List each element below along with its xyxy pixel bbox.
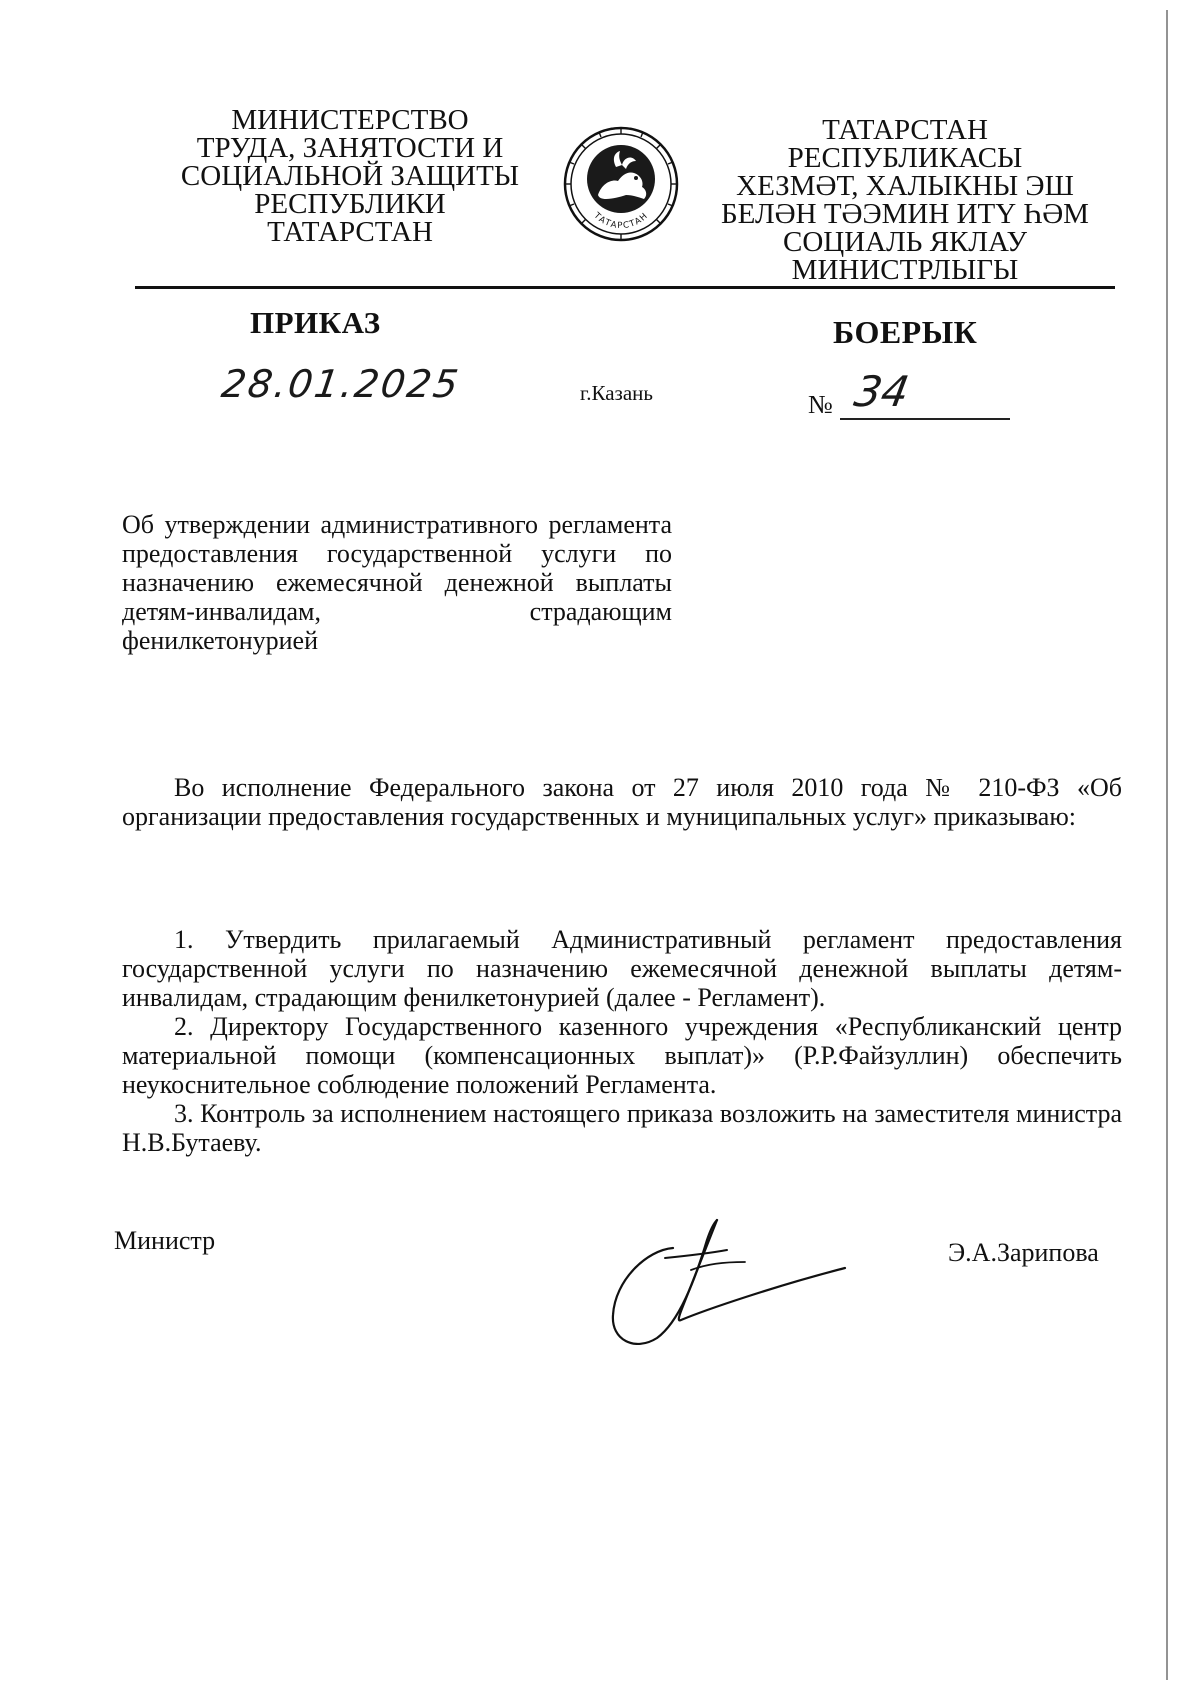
- document-date: 28.01.2025: [218, 362, 463, 406]
- header-ru-line: ТАТАРСТАН: [267, 216, 433, 248]
- order-point: 2. Директору Государственного казенного учреждения «Республиканский центр материальной помощи (компенсационных выплат)» (Р.Р.Файзуллин) обеспечить неукоснительное соблюдение положений Регламента.: [122, 1012, 1122, 1099]
- header-ru-line: СОЦИАЛЬНОЙ ЗАЩИТЫ: [180, 160, 520, 192]
- header-tt-line: ТАТАРСТАН РЕСПУБЛИКАСЫ: [787, 114, 1023, 174]
- preamble-text: Во исполнение Федерального закона от 27 июля 2010 года № 210-ФЗ «Об организации предоставления государственных и муниципальных услуг» приказываю:: [122, 773, 1122, 831]
- number-sign: №: [808, 390, 833, 419]
- header-ministry-ru: [165, 106, 535, 246]
- header-tt-line: СОЦИАЛЬ ЯКЛАУ: [783, 226, 1027, 258]
- number-underline: [840, 418, 1010, 420]
- handwritten-signature: [595, 1210, 855, 1355]
- svg-text:ТАТАРСТАН: [591, 210, 651, 231]
- signatory-position: Министр: [114, 1226, 216, 1255]
- preamble: [122, 773, 1122, 831]
- header-tt-line: МИНИСТРЛЫГЫ: [791, 254, 1019, 286]
- header-ministry-tt: [705, 116, 1105, 284]
- header-tt-line: ХЕЗМӘТ, ХАЛЫКНЫ ЭШ: [736, 170, 1074, 202]
- document-subject: Об утверждении административного регламента предоставления государственной услуги по назначению ежемесячной денежной выплаты детям-инвалидам, страдающим фенилкетонурией: [122, 510, 672, 655]
- document-title-ru: ПРИКАЗ: [250, 305, 381, 340]
- signatory-name: Э.А.Зарипова: [948, 1238, 1099, 1267]
- document-city: г.Казань: [580, 381, 653, 405]
- document-title-tt: БОЕРЫК: [833, 314, 978, 350]
- header-ru-line: ТРУДА, ЗАНЯТОСТИ И: [196, 132, 504, 164]
- order-point: 1. Утвердить прилагаемый Административный регламент предоставления государственной услуги по назначению ежемесячной денежной выплаты детям-инвалидам, страдающим фенилкетонурией (далее - Регламент).: [122, 925, 1122, 1012]
- order-points: [122, 925, 1122, 1157]
- tatarstan-coat-of-arms-icon: [562, 125, 680, 243]
- emblem-text: ТАТАРСТАН: [591, 210, 651, 232]
- scan-edge-line: [1166, 10, 1168, 1680]
- header-ru-line: МИНИСТЕРСТВО: [231, 104, 469, 136]
- header-ru-line: РЕСПУБЛИКИ: [254, 188, 446, 220]
- order-point: 3. Контроль за исполнением настоящего приказа возложить на заместителя министра Н.В.Бутаеву.: [122, 1099, 1122, 1157]
- header-divider: [135, 286, 1115, 289]
- header-tt-line: БЕЛӘН ТӘЭМИН ИТҮ ҺӘМ: [721, 198, 1089, 230]
- document-number: 34: [850, 367, 913, 416]
